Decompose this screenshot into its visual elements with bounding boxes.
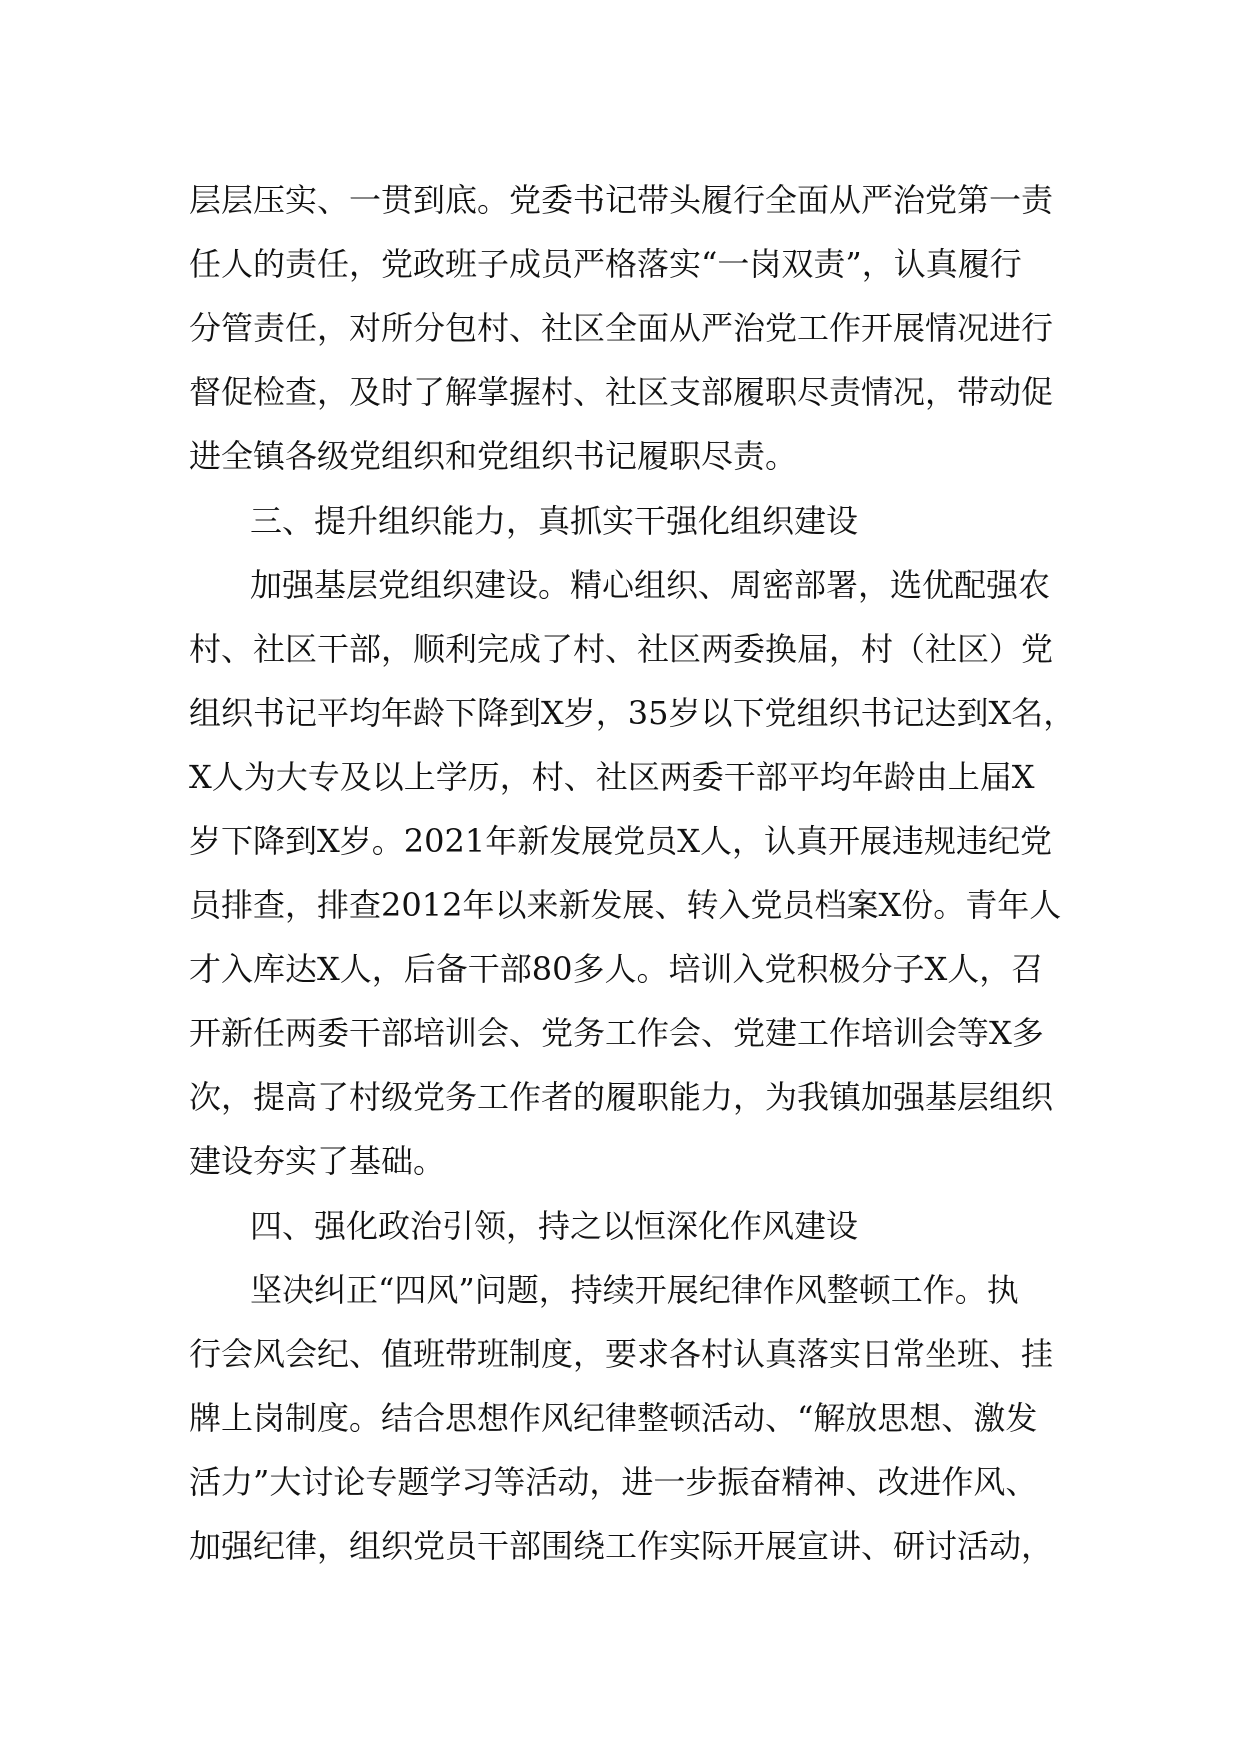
body-text-line: 任人的责任，党政班子成员严格落实“一岗双责”，认真履行 [189, 245, 1022, 283]
body-text-line: 督促检查，及时了解掌握村、社区支部履职尽责情况，带动促 [189, 373, 1054, 411]
body-text-line: 建设夯实了基础。 [189, 1142, 446, 1180]
body-text-line: 行会风会纪、值班带班制度，要求各村认真落实日常坐班、挂 [189, 1335, 1054, 1373]
body-text-line: 开新任两委干部培训会、党务工作会、党建工作培训会等X多 [189, 1014, 1044, 1052]
body-text-line: 活力”大讨论专题学习等活动，进一步振奋精神、改进作风、 [189, 1463, 1038, 1501]
body-text-line: 员排查，排查2012年以来新发展、转入党员档案X份。青年人 [189, 886, 1062, 924]
body-text-line: 分管责任，对所分包村、社区全面从严治党工作开展情况进行 [189, 309, 1054, 347]
body-text-line: 层层压实、一贯到底。党委书记带头履行全面从严治党第一责 [189, 181, 1054, 219]
body-text-line: X人为大专及以上学历，村、社区两委干部平均年龄由上届X [189, 758, 1035, 796]
body-text-line: 进全镇各级党组织和党组织书记履职尽责。 [189, 437, 798, 475]
body-text-line: 才入库达X人，后备干部80多人。培训入党积极分子X人，召 [189, 950, 1044, 988]
section-heading: 四、强化政治引领，持之以恒深化作风建设 [250, 1207, 859, 1245]
paragraph-first-line: 加强基层党组织建设。精心组织、周密部署，选优配强农 [250, 566, 1051, 604]
paragraph-first-line: 坚决纠正“四风”问题，持续开展纪律作风整顿工作。执 [250, 1271, 1019, 1309]
body-text-line: 次，提高了村级党务工作者的履职能力，为我镇加强基层组织 [189, 1078, 1054, 1116]
section-heading: 三、提升组织能力，真抓实干强化组织建设 [250, 502, 859, 540]
body-text-line: 村、社区干部，顺利完成了村、社区两委换届，村（社区）党 [189, 630, 1054, 668]
body-text-line: 加强纪律，组织党员干部围绕工作实际开展宣讲、研讨活动， [189, 1527, 1054, 1565]
body-text-line: 组织书记平均年龄下降到X岁，35岁以下党组织书记达到X名， [189, 694, 1076, 732]
body-text-line: 牌上岗制度。结合思想作风纪律整顿活动、“解放思想、激发 [189, 1399, 1038, 1437]
body-text-line: 岁下降到X岁。2021年新发展党员X人，认真开展违规违纪党 [189, 822, 1053, 860]
